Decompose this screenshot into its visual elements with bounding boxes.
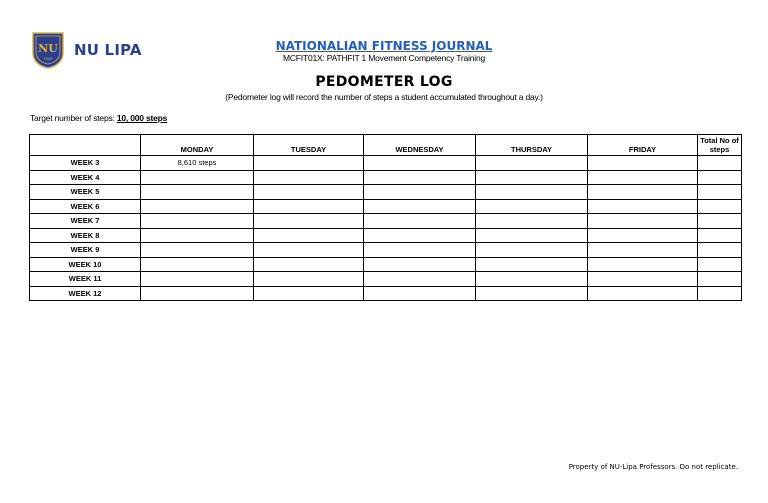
week-label: WEEK 11: [30, 272, 141, 287]
column-header: THURSDAY: [476, 135, 588, 156]
table-row: [30, 228, 742, 243]
step-cell[interactable]: [364, 257, 476, 272]
step-cell[interactable]: [698, 243, 742, 258]
step-cell[interactable]: [141, 257, 254, 272]
step-cell[interactable]: [364, 243, 476, 258]
step-cell[interactable]: [141, 214, 254, 229]
step-cell[interactable]: [254, 185, 364, 200]
target-steps: [30, 113, 167, 123]
column-header: FRIDAY: [588, 135, 698, 156]
step-cell[interactable]: [698, 214, 742, 229]
week-label: WEEK 6: [30, 199, 141, 214]
week-label: WEEK 5: [30, 185, 141, 200]
column-header: WEDNESDAY: [364, 135, 476, 156]
step-cell[interactable]: [476, 185, 588, 200]
step-cell[interactable]: [476, 156, 588, 171]
step-cell[interactable]: [588, 170, 698, 185]
target-value: 10, 000 steps: [116, 113, 168, 123]
week-label: WEEK 10: [30, 257, 141, 272]
step-cell[interactable]: [141, 228, 254, 243]
table-row: [30, 272, 742, 287]
column-header: [30, 135, 141, 156]
step-cell[interactable]: [588, 185, 698, 200]
step-cell[interactable]: [254, 156, 364, 171]
step-cell[interactable]: [588, 228, 698, 243]
step-cell[interactable]: [588, 286, 698, 301]
step-cell[interactable]: [141, 185, 254, 200]
step-cell[interactable]: [364, 185, 476, 200]
page-title: PEDOMETER LOG: [315, 74, 453, 90]
step-cell[interactable]: [254, 286, 364, 301]
step-cell[interactable]: [364, 156, 476, 171]
target-label: Target number of steps:: [30, 113, 117, 123]
step-cell[interactable]: [698, 257, 742, 272]
step-cell[interactable]: [254, 272, 364, 287]
brand-name: NU LIPA: [74, 41, 142, 59]
week-label: WEEK 3: [30, 156, 141, 171]
step-cell[interactable]: [476, 272, 588, 287]
week-label: WEEK 7: [30, 214, 141, 229]
week-label: WEEK 4: [30, 170, 141, 185]
table-row: [30, 170, 742, 185]
step-cell[interactable]: [698, 199, 742, 214]
step-cell[interactable]: [364, 214, 476, 229]
step-cell[interactable]: [588, 257, 698, 272]
step-cell[interactable]: [254, 228, 364, 243]
step-cell[interactable]: [476, 199, 588, 214]
step-cell[interactable]: [141, 170, 254, 185]
week-label: WEEK 12: [30, 286, 141, 301]
seal-year: 1900: [43, 57, 53, 61]
step-cell[interactable]: [698, 228, 742, 243]
step-cell[interactable]: [588, 272, 698, 287]
step-cell[interactable]: [588, 156, 698, 171]
column-header: Total No of steps: [698, 135, 742, 156]
step-cell[interactable]: [254, 257, 364, 272]
week-label: WEEK 9: [30, 243, 141, 258]
step-cell[interactable]: [588, 199, 698, 214]
step-cell[interactable]: [254, 199, 364, 214]
step-cell[interactable]: 8,610 steps: [141, 156, 254, 171]
table-row: [30, 214, 742, 229]
step-cell[interactable]: [364, 170, 476, 185]
step-cell[interactable]: [364, 286, 476, 301]
page-description: (Pedometer log will record the number of steps a student accumulated throughout a day.): [225, 92, 543, 102]
step-cell[interactable]: [476, 243, 588, 258]
table-row: [30, 257, 742, 272]
table-row: [30, 185, 742, 200]
step-cell[interactable]: [698, 170, 742, 185]
step-cell[interactable]: [141, 199, 254, 214]
step-cell[interactable]: [476, 170, 588, 185]
step-cell[interactable]: [698, 156, 742, 171]
table-row: [30, 243, 742, 258]
step-cell[interactable]: [254, 214, 364, 229]
step-cell[interactable]: [476, 228, 588, 243]
step-cell[interactable]: [588, 214, 698, 229]
table-header-row: [30, 135, 742, 156]
column-header: TUESDAY: [254, 135, 364, 156]
pedometer-table: [29, 134, 742, 301]
step-cell[interactable]: [364, 272, 476, 287]
step-cell[interactable]: [141, 243, 254, 258]
step-cell[interactable]: [364, 228, 476, 243]
step-cell[interactable]: [141, 286, 254, 301]
course-subtitle: MCFIT01X: PATHFIT 1 Movement Competency Training: [282, 53, 486, 63]
step-cell[interactable]: [254, 170, 364, 185]
step-cell[interactable]: [254, 243, 364, 258]
week-label: WEEK 8: [30, 228, 141, 243]
footer-notice: Property of NU-Lipa Professors. Do not replicate.: [568, 463, 738, 471]
step-cell[interactable]: [698, 286, 742, 301]
step-cell[interactable]: [476, 286, 588, 301]
step-cell[interactable]: [698, 272, 742, 287]
column-header: MONDAY: [141, 135, 254, 156]
table-row: [30, 156, 742, 171]
table-row: [30, 286, 742, 301]
step-cell[interactable]: [364, 199, 476, 214]
table-row: [30, 199, 742, 214]
step-cell[interactable]: [476, 257, 588, 272]
step-cell[interactable]: [476, 214, 588, 229]
step-cell[interactable]: [588, 243, 698, 258]
step-cell[interactable]: [698, 185, 742, 200]
journal-title[interactable]: NATIONALIAN FITNESS JOURNAL: [275, 39, 493, 53]
table-body: [30, 156, 742, 301]
seal-letters: NU: [38, 42, 58, 55]
step-cell[interactable]: [141, 272, 254, 287]
